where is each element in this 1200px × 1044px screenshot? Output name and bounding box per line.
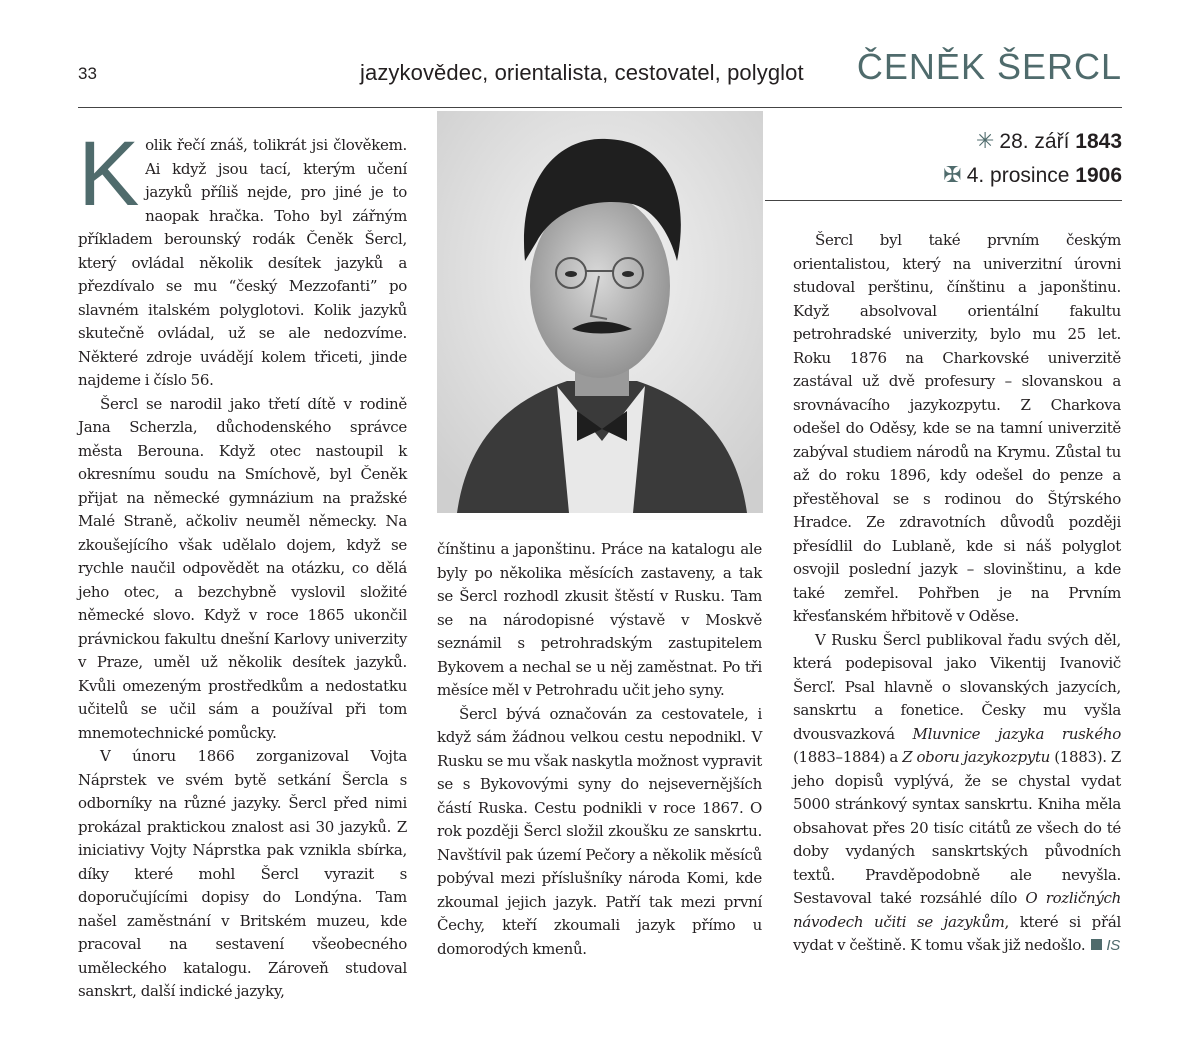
author-initials: IS xyxy=(1106,937,1120,954)
paragraph: Šercl se narodil jako třetí dítě v rodině Jana Scherzla, důchodenského správce města Berouna. Když otec nastoupil k okresnímu soudu na Smíchově, byl Čeněk přijat na německé gymnázium na pražské Malé Straně, ačkoliv neuměl německy. Na zkoušejícího však udělalo dojem, když se rychle naučil odpovědět na otázku, co dělá jeho otec, a bezchybně vyslovil složité německé slovo. Když v roce 1865 ukončil právnickou fakultu dnešní Karlovy univerzity v Praze, uměl už několik desítek jazyků. Kvůli omezeným prostředkům a nedostatku učitelů se učil sám a používal při tom mnemotechnické pomůcky. xyxy=(78,394,407,742)
paragraph: Šercl bývá označován za cestovatele, i když sám žádnou velkou cestu nepodnikl. V Rusku se mu však naskytla možnost vypravit se s Bykovovými syny do nejsevernějších částí Ruska. Cestu podnikli v roce 1867. O rok později Šercl složil zkoušku ze sanskrtu. Navštívil pak území Pečory a několik měsíců pobýval mezi příslušníky národa Komi, kde zkoumal jejich jazyk. Patří tak mezi první Čechy, kteří zkoumali jazyk přímo u domorodých kmenů. xyxy=(437,704,762,958)
birth-day-month: 28. září xyxy=(999,130,1070,153)
paragraph: Šercl byl také prvním českým orientalistou, který na univerzitní úrovni studoval perštinu, čínštinu a japonštinu. Když absolvoval orientální fakultu petrohradské univerzity, bylo mu 25 let. Roku 1876 na Charkovské univerzitě zastával už dvě profesury – slovanskou a srovnávacího jazykozpytu. Z Charkova odešel do Oděsy, kde se na tamní univerzitě zabýval studiem národů na Krymu. Zůstal tu až do roku 1896, kdy odešel do penze a přestěhoval se s rodinou do Štýrského Hradce. Ze zdravotních důvodů později přesídlil do Lublaně, kde si náš polyglot osvojil poslední jazyk – slovinštinu, a kde také zemřel. Pohřben je na Prvním křesťanském hřbitově v Oděse. xyxy=(793,231,1121,625)
paragraph-intro xyxy=(78,123,407,393)
death-year: 1906 xyxy=(1075,164,1122,187)
paragraph: V únoru 1866 zorganizoval Vojta Náprstek ve svém bytě setkání Šercla s odborníky na různé jazyky. Šercl před nimi prokázal praktickou znalost asi 30 jazyků. Z iniciativy Vojty Náprstka pak vznikla sbírka, díky které mohl Šercl vyrazit s doporučujícími dopisy do Londýna. Tam našel zaměstnání v Britském muzeu, kde pracoval na sestavení všeobecného uměleckého katalogu. Zároveň studoval sanskrt, další indické jazyky, xyxy=(78,747,407,1000)
text-column-middle xyxy=(437,538,762,961)
birth-date xyxy=(943,124,1122,158)
death-date xyxy=(943,158,1122,192)
paragraph-text: olik řečí znáš, tolikrát jsi člověkem. Ai když jsou tací, kterým učení jazyků příliš nejde, pro jiné je to naopak hračka. Toho byl zářným příkladem berounský rodák Čeněk Šercl, který ovládal několik desítek jazyků a přezdívalo se mu “český Mezzofanti” po slavném italském polyglotovi. Kolik jazyků skutečně ovládal, už se ale nedozvíme. Některé zdroje uvádějí kolem třiceti, jinde najdeme i číslo 56. xyxy=(78,136,407,389)
paragraph-works xyxy=(793,629,1121,958)
text-column-left xyxy=(78,123,407,1004)
book-title: Z oboru jazykozpytu xyxy=(902,748,1051,766)
header-subtitle: jazykovědec, orientalista, cestovatel, polyglot xyxy=(360,60,804,85)
end-mark-icon xyxy=(1091,939,1102,950)
text-run: V Rusku Šercl publikoval řadu svých děl, která podepisoval jako Vikentij Ivanovič Šercľ. Psal hlavně o slovanských jazycích, sanskrtu a fonetice. Česky mu vyšla dvousvazková xyxy=(793,630,1121,743)
portrait-photo xyxy=(437,111,763,513)
birth-year: 1843 xyxy=(1075,130,1122,153)
paragraph: čínštinu a japonštinu. Práce na katalogu ale byly po několika měsících zastaveny, a tak se Šercl rozhodl zkusit štěstí v Rusku. Tam se na národopisné výstavě v Moskvě seznámil s petrohradským zastupitelem Bykovem a nechal se u něj zaměstnat. Po tři měsíce měl v Petrohradu učit jeho syny. xyxy=(437,540,762,699)
book-title: O rozličných návodech učiti se jazykům xyxy=(793,889,1121,931)
death-cross-icon: ✠ xyxy=(943,162,962,187)
text-column-right xyxy=(793,229,1121,958)
article-title-name: ČENĚK ŠERCL xyxy=(856,46,1122,87)
text-run: , které si přál vydat v češtině. K tomu však již nedošlo. xyxy=(793,912,1121,954)
drop-cap: K xyxy=(78,123,140,225)
page-number: 33 xyxy=(78,64,97,83)
dates-divider xyxy=(765,200,1122,201)
death-day-month: 4. prosince xyxy=(966,164,1070,187)
book-title: Mluvnice jazyka ruského xyxy=(912,724,1121,743)
text-run: (1883). Z jeho dopisů vyplývá, že se chystal vydat 5000 stránkový syntax sanskrtu. Kniha měla obsahovat přes 20 tisíc citátů ze všech do té doby vydaných sanskrtských původních textů. Pravděpodobně ale nevyšla. Sestavoval také rozsáhlé dílo xyxy=(793,748,1121,907)
birth-asterisk-icon: ✳ xyxy=(975,128,995,153)
portrait-illustration xyxy=(437,111,763,513)
header-divider xyxy=(78,107,1122,108)
text-run: (1883–1884) a xyxy=(793,748,903,766)
life-dates xyxy=(943,124,1122,192)
